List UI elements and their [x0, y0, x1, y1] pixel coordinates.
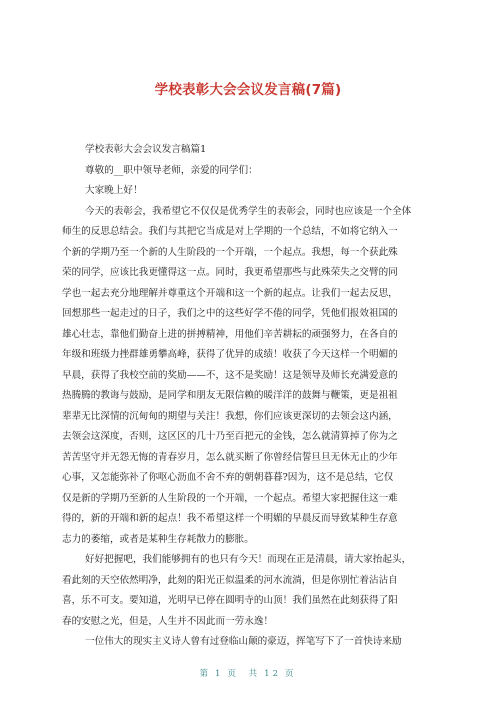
body-line: 早晨，获得了我校空前的奖励——不，这不是奖励！这是领导及师长充满爱意的	[62, 369, 398, 381]
body-line: 尊敬的__职中领导老师，亲爱的同学们：	[85, 164, 258, 176]
page-footer	[0, 667, 496, 679]
body-line: 得的，新的开端和新的起点！我不希望这样一个明媚的早晨反而导致某种生存意	[62, 513, 398, 524]
body-line: 看此刻的天空依然明净，此刻的阳光正似温柔的河水流淌，但是你别忙着沾沾自	[62, 574, 398, 586]
body-line: 学校表彰大会会议发言稿篇1	[85, 144, 207, 155]
body-line: 个新的学期乃至一个新的人生阶段的一个开端，一个起点。我想，每一个获此殊	[62, 246, 398, 258]
body-line: 春的安慰之光，但是，人生并不因此而一劳永逸！	[62, 615, 274, 627]
body-line: 苦苦坚守并无怨无悔的青春岁月，怎么就买断了你曾经信誓旦旦无休无止的少年	[62, 451, 398, 463]
footer-page-number: 1	[215, 669, 224, 679]
footer-total-label: 共	[248, 669, 261, 679]
body-line: 大家晚上好！	[85, 185, 143, 196]
body-line: 喜，乐不可支。要知道，光明早已停在圆明寺的山顶！我们虽然在此刻获得了阳	[62, 595, 398, 606]
body-line: 回想那些一起走过的日子，我们之中的这些好学不倦的同学，凭他们报效祖国的	[62, 308, 398, 319]
body-line: 志力的萎缩，或者是某种生存耗散力的膨胀。	[62, 533, 254, 545]
body-line: 一位伟大的现实主义诗人曾有过登临山颠的豪迈，挥笔写下了一首快诗来励	[85, 636, 402, 647]
body-line: 热腾腾的教诲与鼓励，是同学和朋友无限信赖的暖洋洋的鼓舞与鞭策，更是祖祖	[62, 390, 398, 401]
document-title: 学校表彰大会会议发言稿(7篇)	[154, 82, 342, 98]
footer-page-label: 第	[199, 669, 211, 679]
document-body	[62, 140, 434, 653]
body-line: 荣的同学，应该比我更懂得这一点。同时，我更希望那些与此殊荣失之交臂的同	[62, 267, 398, 278]
body-line: 辈辈无比深情的沉甸甸的期望与关注！我想，你们应该更深切的去领会这内涵，	[62, 410, 398, 422]
footer-total-number: 12	[264, 669, 281, 679]
body-line: 仅是新的学期乃至新的人生阶段的一个开端，一个起点。希望大家把握住这一难	[62, 492, 398, 504]
body-line: 师生的反思总结会。我们与其把它当成是对上学期的一个总结，不如将它纳入一	[62, 226, 398, 237]
body-line: 心事，又怎能弥补了你呕心沥血不舍不弃的朝朝暮暮?因为，这不是总结，它仅	[62, 472, 394, 483]
body-line: 今天的表彰会，我希望它不仅仅是优秀学生的表彰会，同时也应该是一个全体	[85, 205, 412, 217]
body-line: 学也一起去充分地理解并尊重这个开端和这一个新的起点。让我们一起去反思，	[62, 287, 398, 299]
body-line: 好好把握吧，我们能够拥有的也只有今天！而现在正是清晨，请大家抬起头，	[85, 554, 412, 565]
footer-page-suffix: 页	[227, 669, 239, 679]
body-line: 去领会这深度，否则，这区区的几十乃至百把元的金钱，怎么就清算掉了你为之	[62, 431, 398, 442]
body-line: 雄心壮志，靠他们勤奋上进的拼搏精神，用他们辛苦耕耘的顽强努力，在各自的	[62, 328, 398, 340]
body-line: 年级和班级力挫群雄勇攀高峰，获得了优异的成绩！收获了今天这样一个明媚的	[62, 349, 398, 360]
footer-total-suffix: 页	[284, 669, 297, 679]
